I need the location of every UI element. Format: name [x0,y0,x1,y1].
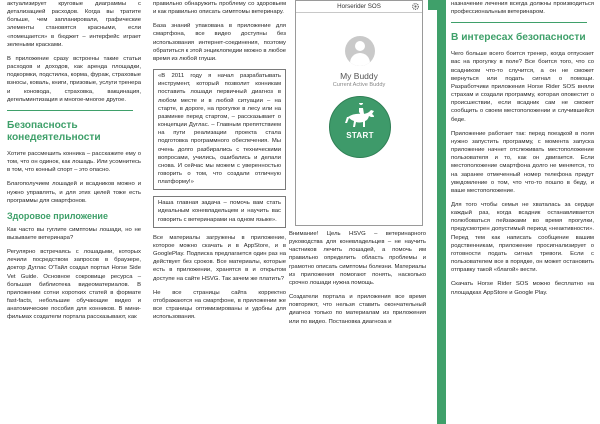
section-heading-in-safety-interest: В интересах безопасности [451,32,586,44]
article-column-2 [153,0,286,327]
avatar [345,36,375,66]
start-label: START [346,131,374,140]
paragraph: Регулярно встречаясь с лошадьми, которых лечили посредством запросов в браузере, доктор Дуглас О'Тайл создал портал Horse Side Vet Guide. Основное сокровище ресурса – большая библиотека видеоматериалов. В приложении сотни коротких статей в формате fast-facts, небольшие обучающие видео и анатомические пособия для конников. В мини-фильмах создатели портала рассказывают, как [7,249,141,321]
start-button[interactable] [329,96,391,158]
paragraph: Скачать Horse Rider SOS можно бесплатно на площадках AppStore и Google Play. [451,281,594,296]
paragraph: Приложение работает так: перед поездкой в поля нужно запустить программу, с момента запуска приложение начнет отслеживать местоположение пользователя и то, как он двигается. Если местоположение смартфона долго не меняется, то на заранее отмеченный номер телефона придут уведомление о том, что что-то пошло в беду, и ваше местоположение. [451,130,594,194]
paragraph: назначение лечения всегда должны производиться профессиональным ветеринаром. [451,1,594,16]
paragraph: База знаний упакована в приложение для смартфона, все видео доступны без использования интернет-соединения, поэтому обратиться к этой энциклопедии можно в любое время из любой глуши. [153,23,286,62]
paragraph: Внимание! Цель HSVG – ветеринарного руководства для коневладельцев – не научить частников лечить лошадей, а помочь им правильно определить область проблемы и грамотно описать симптомы болезни. Материалы из приложения помогают понять, насколько срочно лошади нужна помощь. [289,231,426,286]
paragraph: Создатели портала и приложения все время повторяют, что нельзя ставить окончательный диагноз только по материалам из приложения или по видео. Постановка диагноза и [289,294,426,325]
section-heading-health-app: Здоровое приложение [7,210,108,221]
app-title-bar [296,1,422,13]
paragraph: Все материалы загружены в приложение, которое можно скачать и в AppStore, и в GooglePlay. Подписка предлагается один раз на действует без сроков. Все материалы, которые есть в приложении, хранятся в и открытом доступе на сайте HSVG. Так зачем же платить? [153,234,286,282]
quote-box: «В 2011 году я начал разрабатывать инструмент, который позволит конникам поставить лошади первичный диагноз в любом месте и в любой ситуации – на старте, в дороге, на прогулке в лесу или на разминке перед стартом, – рассказывает о концепции Дуглас. – Главным препятствием на пути реализации проекта стала подготовка программного обеспечения. Мы очень долго разбирались с техническими вопросами, учились, ошибались и делали снова. И сейчас мы можем с уверенностью говорить о том, что создали отличную платформу!» [153,69,286,190]
paragraph: Не все страницы сайта корректно отображаются на смартфоне, в приложении же все страницы оптимизированы и удобны для использования. [153,289,286,321]
app-title: Horserider SOS [337,3,381,10]
paragraph: Благополучием лошадей и всадников можно и нужно управлять, и для этих целей тоже есть программы для смартфонов. [7,181,141,204]
article-column-1 [7,0,141,328]
horse-rider-icon [344,103,378,131]
divider [7,110,133,111]
paragraph: правильно обнаружить проблему со здоровьем и как правильно описать симптомы ветеринару. [153,1,286,16]
paragraph: актуализирует круговые диаграммы с детализацией расходов. Когда вы тратите больше, чем запланировали, графические элементы становятся красными, если «помещается» в бюджет – интерфейс играет зелеными красками. [7,1,141,48]
paragraph: Для того чтобы семья не хваталась за сердце каждый раз, когда всадник останавливается полюбоваться пейзажами во время прогулки, предусмотрен допустимый период «неактивности». Перед тем как написать сообщение вашим родственникам, приложение просигнализирует о готовности подать сигнал тревоги. Если с пользователем все в порядке, он может остановить отправку такой «благой» вести. [451,201,594,274]
paragraph: Как часто вы гуглите симптомы лошади, но не вызываете ветеринара? [7,226,141,241]
paragraph: Хотите рассмешить конника – расскажите ему о том, что он одинок, как лошадь. Или усомнитесь в том, что конный спорт – это опасно. [7,150,141,174]
app-screenshot [295,0,423,226]
buddy-subtitle: Current Active Buddy [332,82,386,88]
page-accent-band [437,0,446,424]
article-column-3 [289,230,426,332]
paragraph: В приложение сразу встроены такие статьи расходов и доходов, как аренда площадки, подкормки, подстилка, корма, фураж, страховые взносы, коваль, книги, призовые, услуги тренера и коновода, страховка, вакцинация, дегельминтизация и многое-многое другое. [7,55,141,103]
section-heading-safety: Безопасность конедеятельности [7,119,101,143]
quote-box: Наша главная задача – помочь вам стать идеальным коневладельцем и научить вас говорить с ветеринарами на одном языке». [153,196,286,227]
paragraph: Чего больше всего боится тренер, когда отпускает вас на прогулку в поле? Все боится того, что со всадником что-то случится, а он не сможет вернуться или подать сигнал о помощи. Разработчики приложения Horse Rider SOS вняли страхам и создали программу, которая оповестит о происшествии, если всадник сам не сможет сообщить о своем местоположении и случившейся беде. [451,51,594,123]
article-column-4 [451,0,594,303]
gear-icon[interactable] [411,2,420,11]
divider [451,22,587,23]
buddy-name: My Buddy [340,71,378,81]
